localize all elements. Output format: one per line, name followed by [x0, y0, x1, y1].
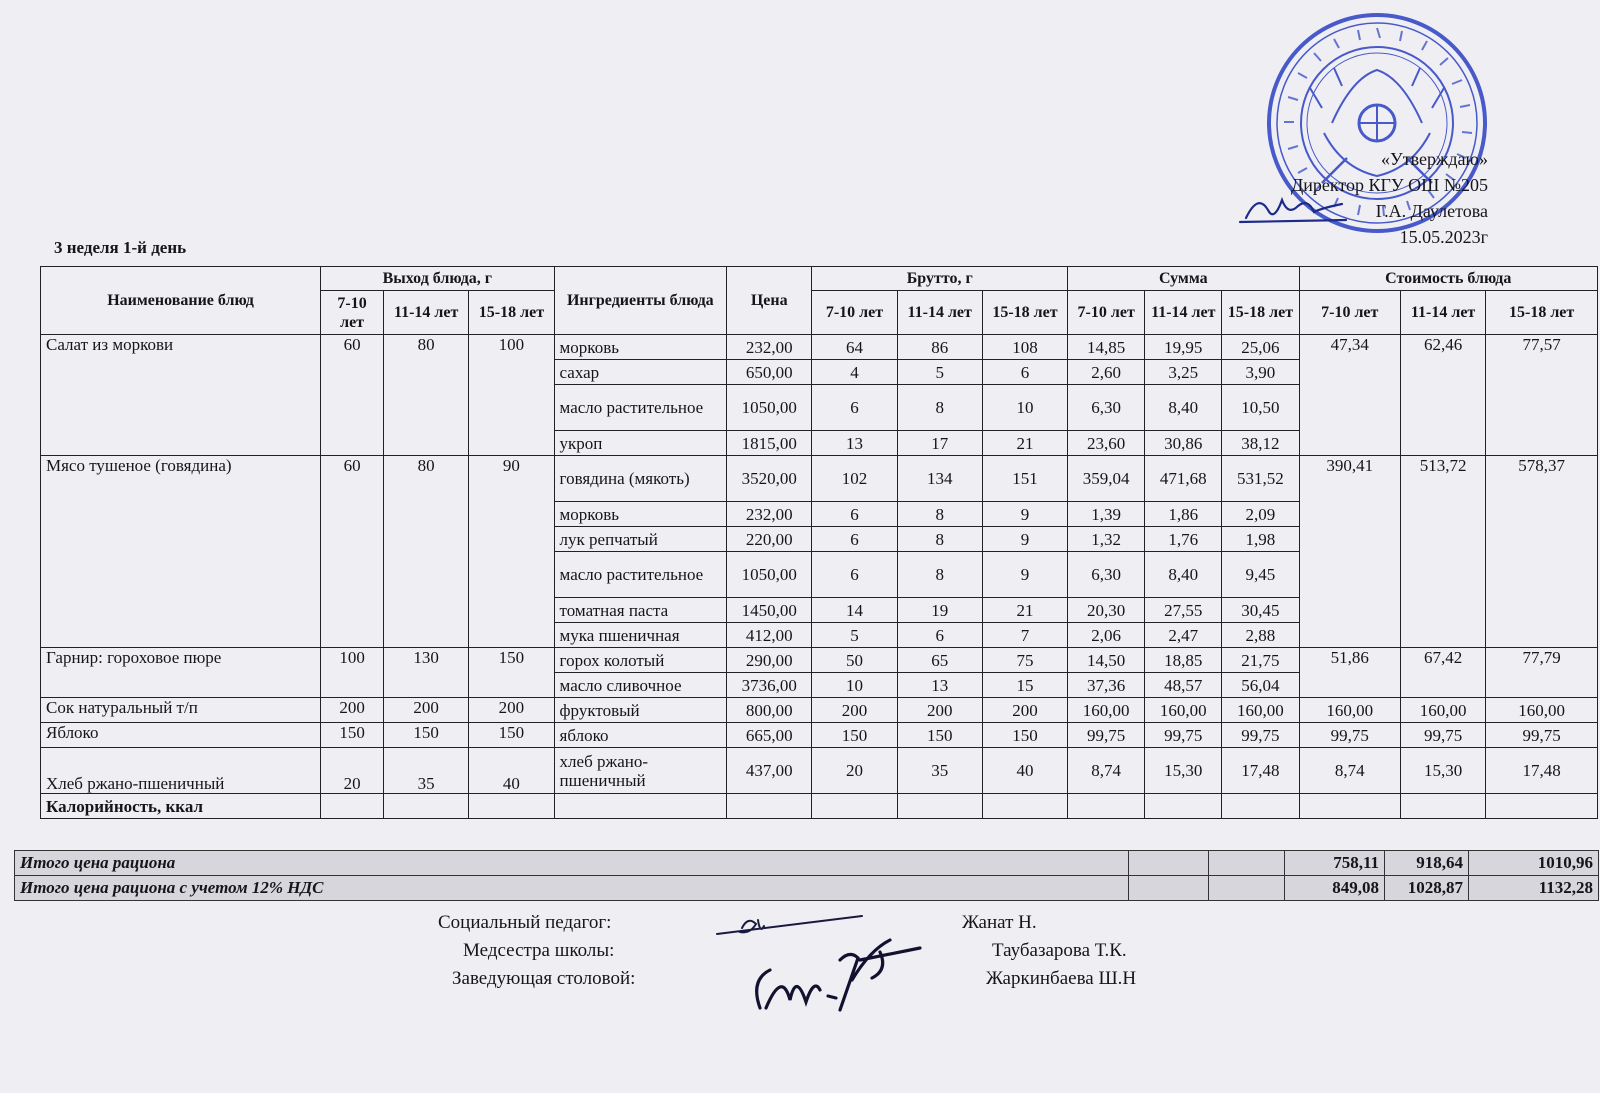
totals-vat-label: Итого цена рациона с учетом 12% НДС	[15, 876, 1129, 901]
header-output-age-11-14: 11-14 лет	[384, 291, 469, 335]
ingredient-sum: 37,36	[1068, 673, 1145, 698]
table-row	[41, 648, 1598, 673]
ingredient-sum: 99,75	[1222, 723, 1299, 748]
totals-vat-row	[15, 876, 1599, 901]
ingredient-sum: 1,32	[1068, 527, 1145, 552]
ingredient-price: 1050,00	[727, 552, 812, 598]
ingredient-sum: 160,00	[1068, 698, 1145, 723]
header-output-age-15-18: 15-18 лет	[469, 291, 554, 335]
header-cost-age-11-14: 11-14 лет	[1400, 291, 1485, 335]
ingredient-sum: 6,30	[1068, 552, 1145, 598]
calories-empty-cell	[1299, 794, 1400, 819]
ingredient-price: 290,00	[727, 648, 812, 673]
dish-cost: 47,34	[1299, 335, 1400, 456]
ingredient-sum: 1,39	[1068, 502, 1145, 527]
dish-name: Салат из моркови	[41, 335, 321, 456]
dish-output: 200	[321, 698, 384, 723]
ingredient-sum: 20,30	[1068, 598, 1145, 623]
totals-empty-cell	[1129, 851, 1209, 876]
ingredient-gross: 50	[812, 648, 897, 673]
dish-cost: 51,86	[1299, 648, 1400, 698]
totals-value-15-18: 1010,96	[1469, 851, 1599, 876]
ingredient-sum: 38,12	[1222, 431, 1299, 456]
dish-output: 100	[321, 648, 384, 698]
ingredient-sum: 2,60	[1068, 360, 1145, 385]
ingredient-gross: 19	[897, 598, 982, 623]
ingredient-sum: 48,57	[1145, 673, 1222, 698]
dish-cost: 99,75	[1400, 723, 1485, 748]
ingredient-gross: 14	[812, 598, 897, 623]
ingredient-gross: 200	[812, 698, 897, 723]
calories-empty-cell	[554, 794, 727, 819]
ingredient-sum: 3,25	[1145, 360, 1222, 385]
signature-name-social-pedagogue: Жанат Н.	[962, 912, 1037, 933]
ingredient-name: лук репчатый	[554, 527, 727, 552]
ingredient-gross: 200	[982, 698, 1067, 723]
header-gross-age-15-18: 15-18 лет	[982, 291, 1067, 335]
ingredient-price: 3736,00	[727, 673, 812, 698]
calories-empty-cell	[897, 794, 982, 819]
dish-output: 90	[469, 456, 554, 648]
totals-value-11-14: 918,64	[1385, 851, 1469, 876]
ingredient-sum: 17,48	[1222, 748, 1299, 794]
ingredient-price: 650,00	[727, 360, 812, 385]
ingredient-sum: 6,30	[1068, 385, 1145, 431]
ingredient-name: яблоко	[554, 723, 727, 748]
ingredient-gross: 5	[812, 623, 897, 648]
ingredient-sum: 8,74	[1068, 748, 1145, 794]
ingredient-price: 800,00	[727, 698, 812, 723]
table-row	[41, 456, 1598, 502]
ingredient-gross: 15	[982, 673, 1067, 698]
ingredient-gross: 17	[897, 431, 982, 456]
ingredient-sum: 471,68	[1145, 456, 1222, 502]
ingredient-gross: 5	[897, 360, 982, 385]
ingredient-sum: 27,55	[1145, 598, 1222, 623]
calories-empty-cell	[1400, 794, 1485, 819]
dish-cost: 99,75	[1299, 723, 1400, 748]
ingredient-price: 412,00	[727, 623, 812, 648]
totals-label: Итого цена рациона	[15, 851, 1129, 876]
ingredient-gross: 134	[897, 456, 982, 502]
ingredient-gross: 8	[897, 527, 982, 552]
header-price: Цена	[727, 267, 812, 335]
calories-label: Калорийность, ккал	[41, 794, 321, 819]
dish-cost: 8,74	[1299, 748, 1400, 794]
page-title: 3 неделя 1-й день	[54, 238, 187, 257]
ingredient-gross: 6	[982, 360, 1067, 385]
ingredient-sum: 2,88	[1222, 623, 1299, 648]
dish-cost: 160,00	[1400, 698, 1485, 723]
header-sum: Сумма	[1068, 267, 1299, 291]
ingredient-sum: 21,75	[1222, 648, 1299, 673]
ingredient-gross: 9	[982, 552, 1067, 598]
dish-cost: 77,79	[1486, 648, 1598, 698]
ingredient-gross: 8	[897, 502, 982, 527]
dish-output: 60	[321, 335, 384, 456]
dish-output: 80	[384, 456, 469, 648]
totals-empty-cell	[1209, 876, 1285, 901]
dish-cost: 62,46	[1400, 335, 1485, 456]
header-cost-age-7-10: 7-10 лет	[1299, 291, 1400, 335]
ingredient-gross: 21	[982, 598, 1067, 623]
ingredient-name: сахар	[554, 360, 727, 385]
dish-output: 80	[384, 335, 469, 456]
ingredient-sum: 1,86	[1145, 502, 1222, 527]
dish-output: 100	[469, 335, 554, 456]
ingredient-gross: 150	[897, 723, 982, 748]
dish-output: 200	[469, 698, 554, 723]
ingredient-name: масло растительное	[554, 552, 727, 598]
dish-output: 150	[384, 723, 469, 748]
header-sum-age-11-14: 11-14 лет	[1145, 291, 1222, 335]
dish-cost: 99,75	[1486, 723, 1598, 748]
ingredient-sum: 99,75	[1068, 723, 1145, 748]
dish-output: 150	[321, 723, 384, 748]
ingredient-name: хлеб ржано-пшеничный	[554, 748, 727, 794]
header-sum-age-15-18: 15-18 лет	[1222, 291, 1299, 335]
totals-table	[14, 850, 1599, 901]
table-row	[41, 723, 1598, 748]
signature-name-nurse: Таубазарова Т.К.	[992, 940, 1127, 961]
header-gross-age-11-14: 11-14 лет	[897, 291, 982, 335]
totals-vat-value-7-10: 849,08	[1285, 876, 1385, 901]
calories-row	[41, 794, 1598, 819]
ingredient-price: 1450,00	[727, 598, 812, 623]
ingredient-gross: 10	[812, 673, 897, 698]
ingredient-sum: 25,06	[1222, 335, 1299, 360]
totals-vat-value-11-14: 1028,87	[1385, 876, 1469, 901]
signature-name-canteen-head: Жаркинбаева Ш.Н	[986, 968, 1137, 989]
ingredient-sum: 30,86	[1145, 431, 1222, 456]
ingredient-name: говядина (мякоть)	[554, 456, 727, 502]
header-sum-age-7-10: 7-10 лет	[1068, 291, 1145, 335]
dish-output: 20	[321, 748, 384, 794]
ingredient-sum: 1,76	[1145, 527, 1222, 552]
calories-empty-cell	[1222, 794, 1299, 819]
ingredient-gross: 102	[812, 456, 897, 502]
ingredient-gross: 35	[897, 748, 982, 794]
ingredient-gross: 75	[982, 648, 1067, 673]
calories-empty-cell	[321, 794, 384, 819]
dish-name: Мясо тушеное (говядина)	[41, 456, 321, 648]
dish-cost: 67,42	[1400, 648, 1485, 698]
dish-output: 60	[321, 456, 384, 648]
ingredient-sum: 8,40	[1145, 385, 1222, 431]
header-gross: Брутто, г	[812, 267, 1068, 291]
ingredient-gross: 200	[897, 698, 982, 723]
totals-empty-cell	[1129, 876, 1209, 901]
ingredient-gross: 108	[982, 335, 1067, 360]
ingredient-name: морковь	[554, 502, 727, 527]
approval-line-3: Г.А. Даулетова	[1375, 201, 1488, 221]
ingredient-gross: 9	[982, 502, 1067, 527]
totals-row	[15, 851, 1599, 876]
ingredient-gross: 150	[812, 723, 897, 748]
ingredient-gross: 65	[897, 648, 982, 673]
dish-output: 40	[469, 748, 554, 794]
dish-cost: 160,00	[1299, 698, 1400, 723]
ingredient-price: 1815,00	[727, 431, 812, 456]
nurse-canteen-signature-icon	[740, 930, 930, 1020]
dish-cost: 160,00	[1486, 698, 1598, 723]
ingredient-price: 232,00	[727, 335, 812, 360]
approval-line-2: Директор КГУ ОШ №205	[1290, 175, 1488, 195]
ingredient-gross: 6	[812, 552, 897, 598]
ingredient-name: масло растительное	[554, 385, 727, 431]
ingredient-gross: 40	[982, 748, 1067, 794]
ingredient-sum: 56,04	[1222, 673, 1299, 698]
director-signature-icon	[1238, 188, 1348, 228]
calories-empty-cell	[469, 794, 554, 819]
ingredient-sum: 18,85	[1145, 648, 1222, 673]
calories-empty-cell	[1145, 794, 1222, 819]
header-gross-age-7-10: 7-10 лет	[812, 291, 897, 335]
header-cost-age-15-18: 15-18 лет	[1486, 291, 1598, 335]
ingredient-sum: 531,52	[1222, 456, 1299, 502]
ingredient-price: 1050,00	[727, 385, 812, 431]
ingredient-sum: 2,06	[1068, 623, 1145, 648]
dish-output: 35	[384, 748, 469, 794]
menu-table	[40, 266, 1598, 819]
ingredient-sum: 14,50	[1068, 648, 1145, 673]
ingredient-sum: 359,04	[1068, 456, 1145, 502]
ingredient-price: 437,00	[727, 748, 812, 794]
ingredient-name: укроп	[554, 431, 727, 456]
totals-vat-value-15-18: 1132,28	[1469, 876, 1599, 901]
ingredient-gross: 10	[982, 385, 1067, 431]
ingredient-sum: 23,60	[1068, 431, 1145, 456]
ingredient-name: мука пшеничная	[554, 623, 727, 648]
ingredient-sum: 1,98	[1222, 527, 1299, 552]
calories-empty-cell	[982, 794, 1067, 819]
dish-cost: 15,30	[1400, 748, 1485, 794]
ingredient-sum: 19,95	[1145, 335, 1222, 360]
table-row	[41, 698, 1598, 723]
calories-empty-cell	[384, 794, 469, 819]
dish-cost: 390,41	[1299, 456, 1400, 648]
calories-empty-cell	[1486, 794, 1598, 819]
dish-name: Сок натуральный т/п	[41, 698, 321, 723]
ingredient-gross: 150	[982, 723, 1067, 748]
totals-empty-cell	[1209, 851, 1285, 876]
ingredient-name: фруктовый	[554, 698, 727, 723]
header-output-age-7-10: 7-10 лет	[321, 291, 384, 335]
ingredient-gross: 6	[897, 623, 982, 648]
dish-cost: 513,72	[1400, 456, 1485, 648]
ingredient-gross: 4	[812, 360, 897, 385]
ingredient-sum: 160,00	[1145, 698, 1222, 723]
approval-line-4: 15.05.2023г	[1399, 227, 1488, 247]
ingredient-sum: 14,85	[1068, 335, 1145, 360]
ingredient-price: 665,00	[727, 723, 812, 748]
calories-empty-cell	[727, 794, 812, 819]
dish-output: 150	[469, 648, 554, 698]
ingredient-name: горох колотый	[554, 648, 727, 673]
ingredient-gross: 8	[897, 385, 982, 431]
signature-role-canteen-head: Заведующая столовой:	[452, 968, 636, 989]
table-row	[41, 335, 1598, 360]
dish-name: Хлеб ржано-пшеничный	[41, 748, 321, 794]
ingredient-sum: 10,50	[1222, 385, 1299, 431]
dish-output: 200	[384, 698, 469, 723]
ingredient-gross: 9	[982, 527, 1067, 552]
ingredient-sum: 8,40	[1145, 552, 1222, 598]
header-dish: Наименование блюд	[41, 267, 321, 335]
totals-value-7-10: 758,11	[1285, 851, 1385, 876]
ingredient-gross: 151	[982, 456, 1067, 502]
ingredient-sum: 3,90	[1222, 360, 1299, 385]
dish-cost: 578,37	[1486, 456, 1598, 648]
ingredient-price: 3520,00	[727, 456, 812, 502]
dish-output: 150	[469, 723, 554, 748]
ingredient-gross: 6	[812, 527, 897, 552]
ingredient-price: 220,00	[727, 527, 812, 552]
dish-cost: 77,57	[1486, 335, 1598, 456]
ingredient-name: морковь	[554, 335, 727, 360]
ingredient-price: 232,00	[727, 502, 812, 527]
ingredient-sum: 2,09	[1222, 502, 1299, 527]
ingredient-sum: 15,30	[1145, 748, 1222, 794]
header-ingredients: Ингредиенты блюда	[554, 267, 727, 335]
ingredient-gross: 13	[812, 431, 897, 456]
ingredient-name: томатная паста	[554, 598, 727, 623]
ingredient-gross: 7	[982, 623, 1067, 648]
ingredient-sum: 99,75	[1145, 723, 1222, 748]
calories-empty-cell	[812, 794, 897, 819]
ingredient-sum: 2,47	[1145, 623, 1222, 648]
dish-name: Гарнир: гороховое пюре	[41, 648, 321, 698]
table-row	[41, 748, 1598, 794]
signature-role-nurse: Медсестра школы:	[463, 940, 615, 961]
calories-empty-cell	[1068, 794, 1145, 819]
header-output: Выход блюда, г	[321, 267, 554, 291]
ingredient-gross: 21	[982, 431, 1067, 456]
ingredient-gross: 13	[897, 673, 982, 698]
ingredient-name: масло сливочное	[554, 673, 727, 698]
ingredient-sum: 160,00	[1222, 698, 1299, 723]
ingredient-gross: 64	[812, 335, 897, 360]
dish-cost: 17,48	[1486, 748, 1598, 794]
ingredient-gross: 6	[812, 502, 897, 527]
approval-line-1: «Утверждаю»	[1380, 149, 1488, 169]
dish-name: Яблоко	[41, 723, 321, 748]
ingredient-sum: 30,45	[1222, 598, 1299, 623]
dish-output: 130	[384, 648, 469, 698]
ingredient-gross: 20	[812, 748, 897, 794]
signature-role-social-pedagogue: Социальный педагог:	[438, 912, 612, 933]
ingredient-gross: 6	[812, 385, 897, 431]
ingredient-sum: 9,45	[1222, 552, 1299, 598]
ingredient-gross: 8	[897, 552, 982, 598]
ingredient-gross: 86	[897, 335, 982, 360]
header-cost: Стоимость блюда	[1299, 267, 1598, 291]
